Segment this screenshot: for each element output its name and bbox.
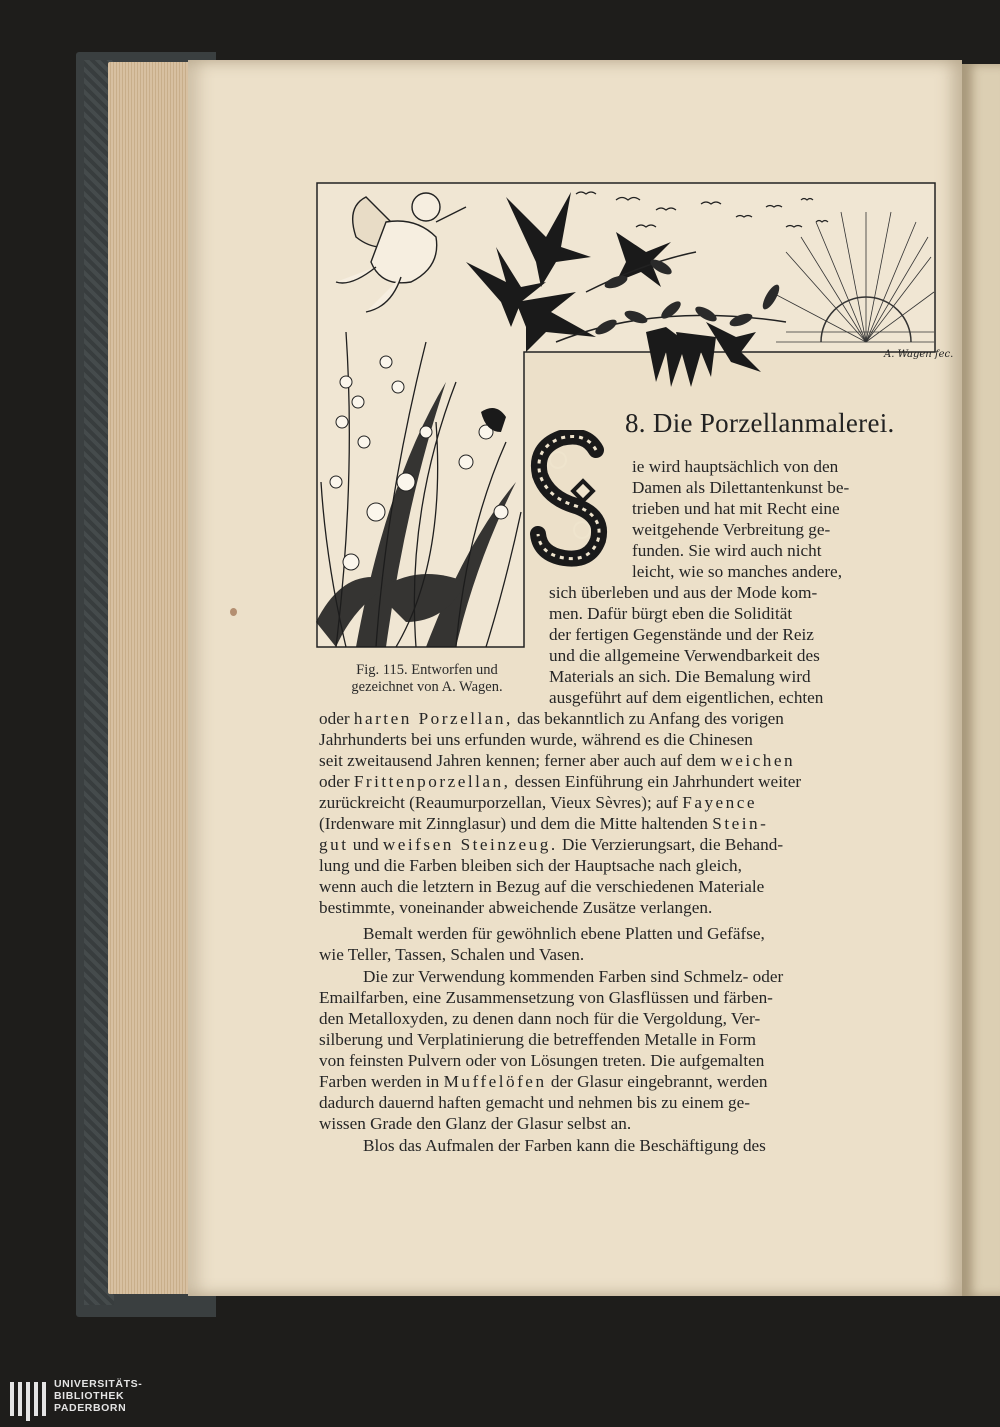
text-line: trieben und hat mit Recht eine: [632, 499, 840, 518]
figure-caption: [322, 662, 532, 696]
text-span: und: [352, 835, 379, 854]
text-span: oder: [319, 709, 350, 728]
emphasized-term: Fayence: [682, 793, 758, 812]
text-line: [319, 834, 783, 855]
text-line: wenn auch die letztern in Bezug auf die verschiedenen Materiale: [319, 877, 765, 896]
text-line: Die zur Verwendung kommenden Farben sind Schmelz- oder: [363, 967, 784, 986]
chapter-heading: 8. Die Porzellanmalerei.: [625, 408, 895, 438]
text-line: und die allgemeine Verwendbarkeit des: [549, 646, 820, 665]
text-span: der Glasur eingebrannt, werden: [550, 1072, 768, 1091]
text-line: Bemalt werden für gewöhnlich ebene Platten und Gefäfse,: [363, 924, 765, 943]
paper-stain: [230, 608, 237, 616]
text-span: das bekanntlich zu Anfang des vorigen: [517, 709, 784, 728]
emphasized-term: Frittenporzellan,: [353, 772, 511, 791]
text-line: Jahrhunderts bei uns erfunden wurde, während es die Chinesen: [319, 730, 753, 749]
text-span: zurückreicht (Reaumurporzellan, Vieux Sèvres); auf: [319, 793, 678, 812]
text-line: [319, 792, 757, 813]
text-span: seit zweitausend Jahren kennen; ferner aber auch auf dem: [319, 751, 717, 770]
text-line: ausgeführt auf dem eigentlichen, echten: [549, 688, 824, 707]
library-name: [54, 1378, 142, 1414]
text-line: [319, 813, 768, 834]
text-line: Materials an sich. Die Bemalung wird: [549, 667, 811, 686]
page-edges: [108, 62, 194, 1294]
decorative-initial-s: [526, 430, 618, 568]
text-line: lung und die Farben bleiben sich der Hauptsache nach gleich,: [319, 856, 742, 875]
text-line: ie wird hauptsächlich von den: [632, 457, 839, 476]
text-line: sich überleben und aus der Mode kom-: [549, 583, 818, 602]
caption-line: Fig. 115. Entworfen und: [356, 662, 498, 678]
text-line: Emailfarben, eine Zusammensetzung von Glasflüssen und färben-: [319, 988, 773, 1007]
library-name-line: BIBLIOTHEK: [54, 1390, 125, 1402]
text-line: der fertigen Gegenstände und der Reiz: [549, 625, 814, 644]
text-line: von feinsten Pulvern oder von Lösungen treten. Die aufgemalten: [319, 1051, 765, 1070]
emphasized-term: weichen: [720, 751, 796, 770]
emphasized-term: Muffelöfen: [443, 1072, 547, 1091]
text-line: wie Teller, Tassen, Schalen und Vasen.: [319, 945, 585, 964]
text-line: dadurch dauernd haften gemacht und nehmen bis zu einem ge-: [319, 1093, 750, 1112]
facing-page-edge: [962, 64, 1000, 1296]
text-line: Damen als Dilettantenkunst be-: [632, 478, 850, 497]
text-line: funden. Sie wird auch nicht: [632, 541, 822, 560]
caption-line: gezeichnet von A. Wagen.: [351, 679, 503, 695]
text-line: bestimmte, voneinander abweichende Zusätze verlangen.: [319, 898, 713, 917]
text-line: [319, 750, 795, 771]
text-line: [319, 771, 801, 792]
artist-signature: A. Wagen fec.: [884, 349, 954, 360]
emphasized-term: gut: [319, 835, 349, 854]
text-line: den Metalloxyden, zu denen dann noch für die Vergoldung, Ver-: [319, 1009, 761, 1028]
library-name-line: UNIVERSITÄTS-: [54, 1378, 143, 1390]
text-line: wissen Grade den Glanz der Glasur selbst an.: [319, 1114, 632, 1133]
text-span: (Irdenware mit Zinnglasur) und dem die Mitte haltenden: [319, 814, 708, 833]
emphasized-term: harten Porzellan,: [353, 709, 513, 728]
text-line: [319, 708, 784, 729]
text-line: leicht, wie so manches andere,: [632, 562, 842, 581]
emphasized-term: weifsen Steinzeug.: [382, 835, 558, 854]
library-logo-icon: [8, 1378, 48, 1422]
text-line: men. Dafür bürgt eben die Solidität: [549, 604, 793, 623]
text-span: Die Verzierungsart, die Behand-: [561, 835, 784, 854]
text-line: weitgehende Verbreitung ge-: [632, 520, 831, 539]
text-line: Blos das Aufmalen der Farben kann die Beschäftigung des: [363, 1136, 766, 1155]
text-span: Farben werden in: [319, 1072, 440, 1091]
text-span: dessen Einführung ein Jahrhundert weiter: [514, 772, 802, 791]
emphasized-term: Stein-: [712, 814, 769, 833]
text-line: silberung und Verplatinierung die betreffenden Metalle in Form: [319, 1030, 757, 1049]
text-span: oder: [319, 772, 350, 791]
library-name-line: PADERBORN: [54, 1402, 127, 1414]
text-line: [319, 1071, 768, 1092]
